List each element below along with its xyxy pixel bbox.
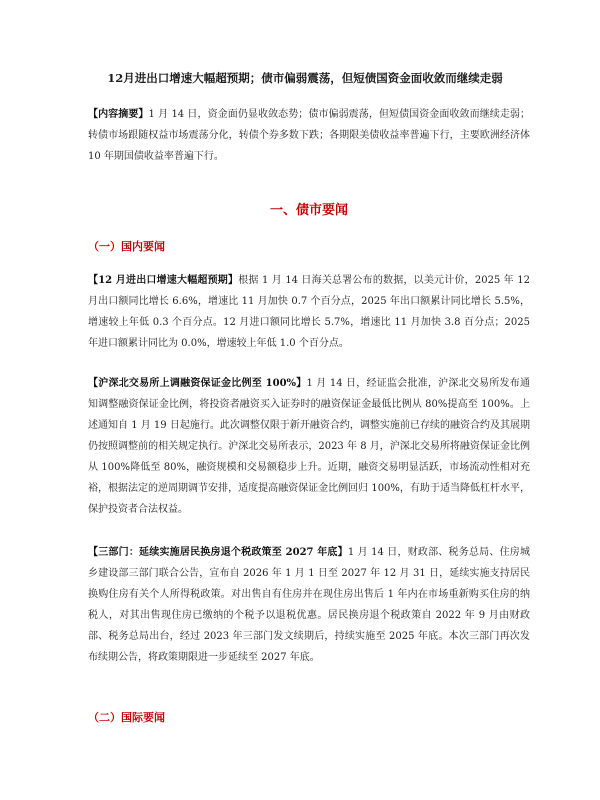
document-title: 12月进出口增速大幅超预期；债市偏弱震荡，但短债国资金面收敛而继续走弱 (107, 71, 503, 85)
subsection-heading-domestic: （一）国内要闻 (88, 240, 165, 253)
summary-lead: 【内容摘要】 (88, 109, 149, 120)
news-lead-margin: 【沪深北交易所上调融资保证金比例至 100%】 (88, 378, 307, 389)
news-text-tax: 1 月 14 日，财政部、税务总局、住房城乡建设部三部门联合公告，宣布自 2026 年 1 月 1 日至 2027 年 12 月 31 日，延续实施支持居民换购住房有关个人所得税政策。对出售自有住房并在现住房出售后 1 年内在市场重新购买住房的纳税人，对其出售现住房已缴纳的个税予以退税优惠。居民换房退个税政策自 2022 年 9 月由财政部、税务总局出台，经过 2023 年三部门发文续期后，持续实施至 2025 年底。本次三部门再次发布续期公告，将政策期限进一步延续至 2027 年底。 (88, 547, 531, 663)
news-paragraph-trade (88, 270, 530, 354)
news-lead-trade: 【12 月进出口增速大幅超预期】 (88, 275, 239, 286)
summary-paragraph (88, 104, 530, 167)
news-paragraph-tax (88, 542, 530, 668)
summary-text: 1 月 14 日，资金面仍显收敛态势；债市偏弱震荡，但短债国资金面收敛而继续走弱；转债市场跟随权益市场震荡分化，转债个券多数下跌；各期限美债收益率普遍下行，主要欧洲经济体 10 年期国债收益率普遍下行。 (88, 109, 531, 162)
news-text-margin: 1 月 14 日，经证监会批准，沪深北交易所发布通知调整融资保证金比例，将投资者融资买入证券时的融资保证金最低比例从 80%提高至 100%。上述通知自 1 月 19 日起施行。此次调整仅限于新开融资合约，调整实施前已存续的融资合约及其展期仍按照调整前的相关规定执行。沪深北交易所表示，2023 年 8 月，沪深北交易所将融资保证金比例从 100%降低至 80%，融资规模和交易额稳步上升。近期，融资交易明显活跃，市场流动性相对充裕，根据法定的逆周期调节安排，适度提高融资保证金比例回归 100%，有助于适当降低杠杆水平，保护投资者合法权益。 (88, 378, 530, 515)
subsection-heading-international: （二）国际要闻 (88, 711, 165, 724)
news-text-trade: 根据 1 月 14 日海关总署公布的数据，以美元计价，2025 年 12 月出口额同比增长 6.6%，增速比 11 月加快 0.7 个百分点，2025 年出口额累计同比增长 5.5%，增速较上年低 0.3 个百分点。12 月进口额同比增长 5.7%，增速比 11 月加快 3.8 百分点；2025 年进口额累计同比为 0.0%，增速较上年低 1.0 个百分点。 (88, 275, 530, 349)
news-paragraph-margin (88, 373, 530, 520)
section-heading-bond-news: 一、债市要闻 (269, 203, 348, 218)
news-lead-tax: 【三部门：延续实施居民换房退个税政策至 2027 年底】 (88, 547, 348, 558)
